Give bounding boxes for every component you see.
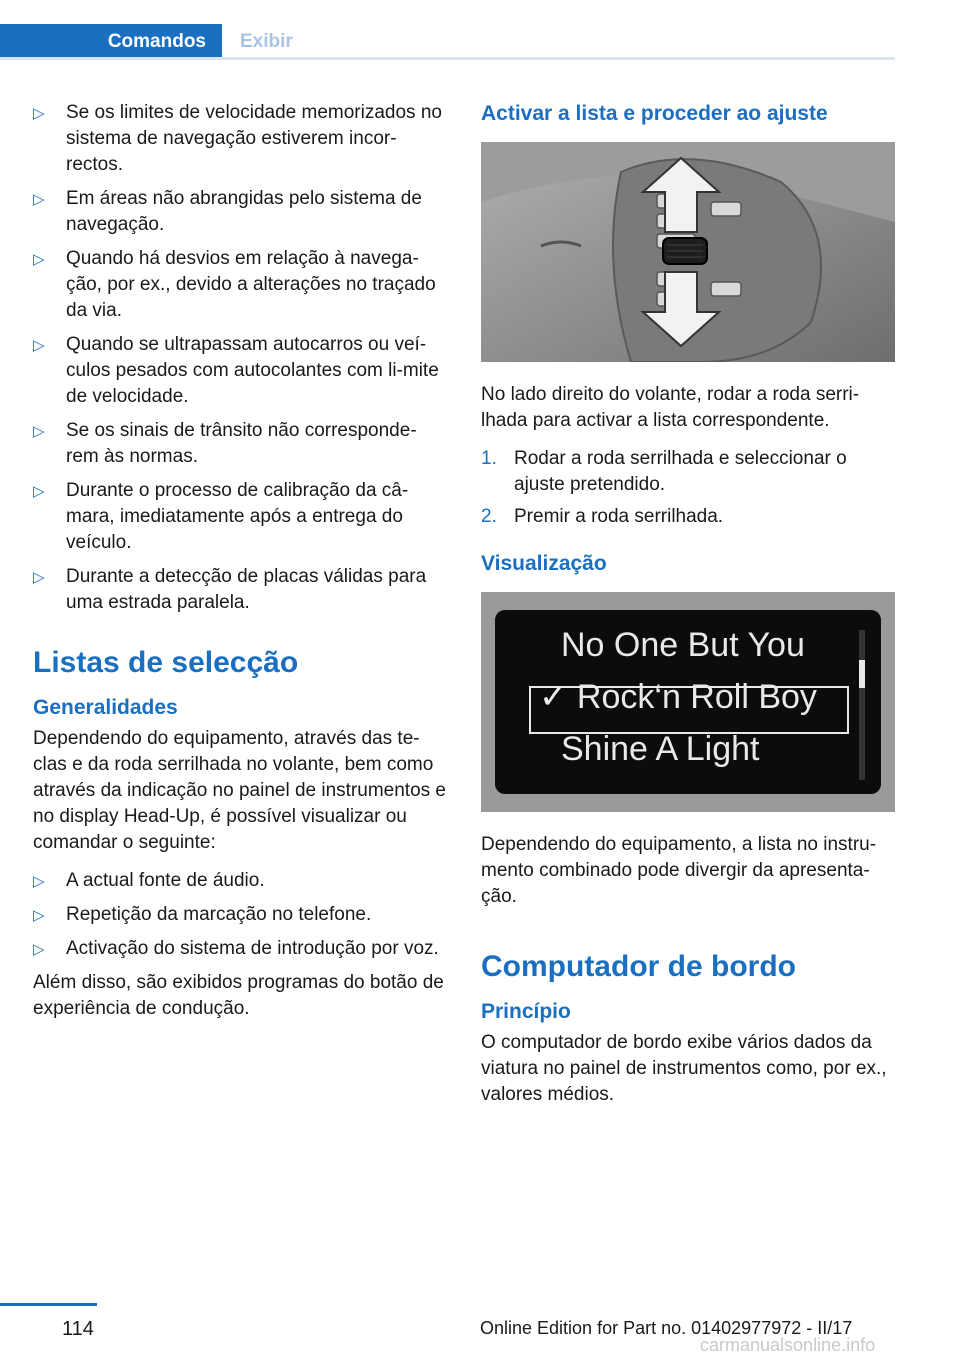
tab-comandos[interactable]: Comandos bbox=[0, 24, 222, 60]
header-rule bbox=[0, 57, 895, 60]
watermark: carmanualsonline.info bbox=[700, 1335, 876, 1355]
display-caption: Dependendo do equipamento, a lista no instru‐mento combinado pode divergir da apresenta‐ção. bbox=[481, 834, 877, 907]
triangle-bullet-icon: ▷ bbox=[33, 907, 45, 924]
display-item-1: No One But You bbox=[561, 626, 805, 664]
list-item: ▷ A actual fonte de áudio. bbox=[33, 868, 447, 894]
instrument-display-image bbox=[481, 592, 895, 812]
steering-wheel-photo bbox=[481, 142, 895, 362]
triangle-bullet-icon: ▷ bbox=[33, 483, 45, 500]
list-item: ▷ Se os sinais de trânsito não corresponde‐rem às normas. bbox=[33, 420, 417, 467]
footer-rule bbox=[0, 1303, 97, 1306]
triangle-bullet-icon: ▷ bbox=[33, 251, 45, 268]
display-scrollbar-thumb bbox=[859, 660, 865, 688]
steering-caption: No lado direito do volante, rodar a roda serri‐lhada para activar a lista correspondente. bbox=[481, 384, 860, 431]
list-item: ▷ Repetição da marcação no telefone. bbox=[33, 902, 447, 928]
list-item: ▷ Durante o processo de calibração da câ‐mara, imediatamente após a entrega do veículo. bbox=[33, 480, 409, 553]
triangle-bullet-icon: ▷ bbox=[33, 423, 45, 440]
subtitle-principio: Princípio bbox=[481, 1000, 571, 1023]
section-title-listas: Listas de selecção bbox=[33, 646, 299, 679]
list-item: 1. Rodar a roda serrilhada e seleccionar o ajuste pretendido. bbox=[481, 448, 847, 495]
right-column bbox=[481, 100, 895, 1120]
triangle-bullet-icon: ▷ bbox=[33, 337, 45, 354]
intro-paragraph: Dependendo do equipamento, através das te‐clas e da roda serrilhada no volante, bem como através da indicação no painel de instrumentos e no display Head-Up, é possível visualizar ou comandar o seguinte: bbox=[33, 728, 446, 853]
header-tabbar bbox=[0, 24, 895, 60]
principle-paragraph: O computador de bordo exibe vários dados da viatura no painel de instrumentos como, por ex., valores médios. bbox=[481, 1032, 887, 1105]
display-item-2-selected: ✓ Rock‘n Roll Boy bbox=[539, 678, 817, 716]
limitations-list bbox=[33, 100, 447, 616]
list-item: ▷ Activação do sistema de introdução por voz. bbox=[33, 936, 447, 962]
triangle-bullet-icon: ▷ bbox=[33, 191, 45, 208]
title-activate-list: Activar a lista e proceder ao ajuste bbox=[481, 102, 828, 125]
page-number: 114 bbox=[62, 1318, 94, 1340]
left-column bbox=[33, 100, 447, 1034]
list-item: ▷ Quando se ultrapassam autocarros ou veí‐culos pesados com autocolantes com li‐mite de velocidade. bbox=[33, 334, 439, 407]
title-visualizacao: Visualização bbox=[481, 552, 607, 575]
section-title-computador: Computador de bordo bbox=[481, 950, 796, 983]
steps-list bbox=[481, 446, 895, 530]
steering-wheel-controls-icon bbox=[481, 142, 895, 362]
tab-exibir[interactable]: Exibir bbox=[240, 31, 293, 52]
triangle-bullet-icon: ▷ bbox=[33, 941, 45, 958]
display-screen bbox=[495, 610, 881, 794]
display-scrollbar bbox=[859, 630, 865, 780]
list-item: 2. Premir a roda serrilhada. bbox=[481, 506, 724, 527]
list-item: ▷ Quando há desvios em relação à navega‐ção, por ex., devido a alterações no traçado da via. bbox=[33, 248, 436, 321]
triangle-bullet-icon: ▷ bbox=[33, 873, 45, 890]
triangle-bullet-icon: ▷ bbox=[33, 569, 45, 586]
list-item: ▷ Em áreas não abrangidas pelo sistema de navegação. bbox=[33, 188, 422, 235]
edition-text: Online Edition for Part no. 01402977972 - II/17 bbox=[480, 1318, 853, 1338]
display-item-3: Shine A Light bbox=[561, 730, 760, 768]
subtitle-generalidades: Generalidades bbox=[33, 696, 178, 719]
closing-paragraph: Além disso, são exibidos programas do botão de experiência de condução. bbox=[33, 972, 444, 1019]
triangle-bullet-icon: ▷ bbox=[33, 105, 45, 122]
list-item: ▷ Durante a detecção de placas válidas para uma estrada paralela. bbox=[33, 566, 427, 613]
features-list bbox=[33, 868, 447, 962]
list-item: ▷ Se os limites de velocidade memorizados no sistema de navegação estiverem incor‐rectos. bbox=[33, 102, 442, 175]
